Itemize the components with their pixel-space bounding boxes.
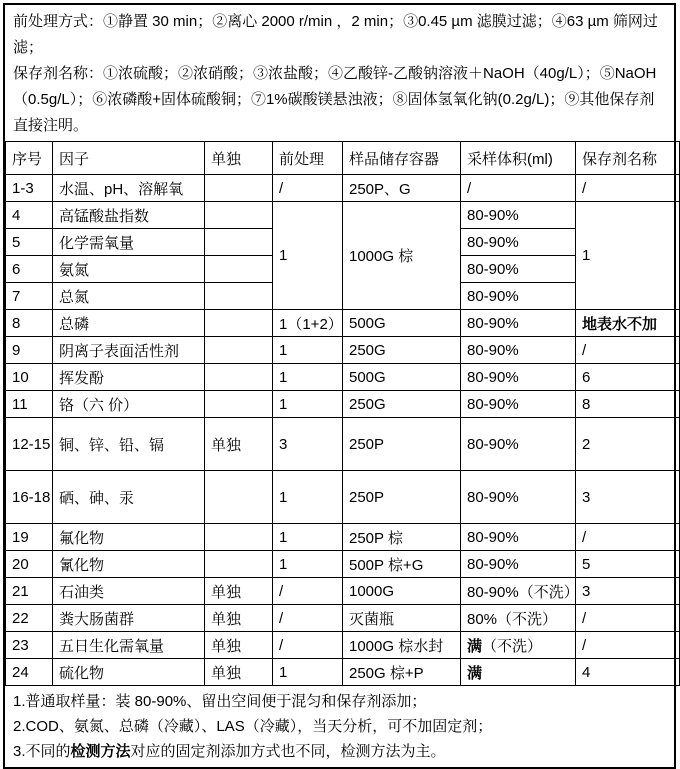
cell-pretreatment: / [273, 632, 343, 659]
cell-no: 24 [6, 659, 53, 686]
cell-separate: 单独 [205, 418, 273, 471]
cell-pretreatment: 1 [273, 659, 343, 686]
cell-factor: 铬（六 价） [53, 391, 205, 418]
cell-preservative: 4 [576, 659, 680, 686]
cell-no: 9 [6, 337, 53, 364]
cell-no: 19 [6, 524, 53, 551]
cell-preservative: 6 [576, 364, 680, 391]
cell-no: 7 [6, 283, 53, 310]
pretreatment-methods-text: 前处理方式：①静置 30 min；②离心 2000 r/min ，2 min；③0.45 µm 滤膜过滤；④63 µm 筛网过滤； [13, 13, 658, 56]
cell-container: 1000G 棕水封 [343, 632, 461, 659]
cell-volume: 80-90%（不洗） [461, 578, 576, 605]
cell-text-bold: 满 [467, 664, 483, 682]
table-row [6, 632, 680, 659]
table-row [6, 524, 680, 551]
table-row [6, 578, 680, 605]
cell-preservative: 3 [576, 578, 680, 605]
column-header-container: 样品储存容器 [343, 142, 461, 175]
cell-container: 500G [343, 310, 461, 337]
cell-separate: 单独 [205, 605, 273, 632]
cell-volume: / [461, 175, 576, 202]
cell-container: 250G [343, 337, 461, 364]
cell-text: （不洗） [482, 637, 543, 655]
table-row [6, 310, 680, 337]
cell-separate [205, 202, 273, 229]
cell-preservative: 3 [576, 471, 680, 524]
cell-preservative: 8 [576, 391, 680, 418]
cell-separate [205, 175, 273, 202]
cell-pretreatment: 1 [273, 471, 343, 524]
cell-no: 16-18 [6, 471, 53, 524]
cell-no: 1-3 [6, 175, 53, 202]
cell-pretreatment: 1（1+2） [273, 310, 343, 337]
cell-separate [205, 310, 273, 337]
cell-separate [205, 551, 273, 578]
cell-factor: 总磷 [53, 310, 205, 337]
cell-no: 4 [6, 202, 53, 229]
cell-container: 250G 棕+P [343, 659, 461, 686]
cell-factor: 总氮 [53, 283, 205, 310]
cell-factor: 氨氮 [53, 256, 205, 283]
cell-pretreatment: / [273, 578, 343, 605]
cell-volume: 80-90% [461, 310, 576, 337]
table-row [6, 364, 680, 391]
cell-pretreatment: 3 [273, 418, 343, 471]
cell-volume: 80-90% [461, 551, 576, 578]
cell-separate [205, 391, 273, 418]
cell-preservative: / [576, 605, 680, 632]
cell-pretreatment: 1 [273, 337, 343, 364]
note-3-suffix: 对应的固定剂添加方式也不同，检测方法为主。 [130, 743, 446, 760]
cell-preservative: 5 [576, 551, 680, 578]
table-row [6, 175, 680, 202]
cell-volume: 80-90% [461, 391, 576, 418]
cell-factor: 高锰酸盐指数 [53, 202, 205, 229]
cell-volume: 80-90% [461, 283, 576, 310]
column-header-no: 序号 [6, 142, 53, 175]
cell-volume: 80-90% [461, 471, 576, 524]
note-3-prefix: 3.不同的 [13, 743, 71, 760]
note-1: 1.普通取样量：装 80-90%、留出空间便于混匀和保存剂添加； [13, 693, 427, 710]
cell-factor: 氰化物 [53, 551, 205, 578]
cell-container: 250P、G [343, 175, 461, 202]
cell-factor: 五日生化需氧量 [53, 632, 205, 659]
table-row [6, 391, 680, 418]
cell-no: 20 [6, 551, 53, 578]
column-header-volume: 采样体积(ml) [461, 142, 576, 175]
cell-preservative: / [576, 175, 680, 202]
cell-factor: 粪大肠菌群 [53, 605, 205, 632]
cell-no: 22 [6, 605, 53, 632]
cell-volume: 80-90% [461, 364, 576, 391]
cell-volume: 80-90% [461, 524, 576, 551]
cell-pretreatment: / [273, 605, 343, 632]
table-row [6, 337, 680, 364]
table-row [6, 202, 680, 229]
footer-notes [5, 686, 674, 767]
cell-no: 10 [6, 364, 53, 391]
cell-pretreatment-merged: 1 [273, 202, 343, 310]
document-sheet [3, 3, 676, 769]
cell-pretreatment: 1 [273, 364, 343, 391]
table-row [6, 659, 680, 686]
cell-container: 250G [343, 391, 461, 418]
column-header-preservative: 保存剂名称 [576, 142, 680, 175]
cell-preservative-merged: 1 [576, 202, 680, 310]
cell-factor: 铜、锌、铅、镉 [53, 418, 205, 471]
cell-no: 6 [6, 256, 53, 283]
cell-separate [205, 337, 273, 364]
table-row [6, 418, 680, 471]
cell-separate [205, 256, 273, 283]
cell-no: 11 [6, 391, 53, 418]
table-row [6, 551, 680, 578]
cell-factor: 挥发酚 [53, 364, 205, 391]
cell-separate [205, 471, 273, 524]
cell-volume: 80-90% [461, 229, 576, 256]
cell-pretreatment: 1 [273, 551, 343, 578]
cell-volume: 80-90% [461, 418, 576, 471]
cell-separate: 单独 [205, 578, 273, 605]
table-row [6, 471, 680, 524]
column-header-separate: 单独 [205, 142, 273, 175]
cell-container: 500G [343, 364, 461, 391]
cell-container-merged: 1000G 棕 [343, 202, 461, 310]
cell-container: 250P 棕 [343, 524, 461, 551]
cell-factor: 硒、砷、汞 [53, 471, 205, 524]
cell-no: 21 [6, 578, 53, 605]
cell-no: 8 [6, 310, 53, 337]
cell-separate: 单独 [205, 632, 273, 659]
cell-preservative: / [576, 337, 680, 364]
cell-factor: 硫化物 [53, 659, 205, 686]
cell-pretreatment: 1 [273, 391, 343, 418]
preservative-names-text: 保存剂名称：①浓硫酸；②浓硝酸；③浓盐酸；④乙酸锌-乙酸钠溶液＋NaOH（40g/L）；⑤NaOH（0.5g/L）；⑥浓磷酸+固体硫酸铜；⑦1%碳酸镁悬浊液；⑧固体氢氧化钠(0.2g/L)；⑨其他保存剂直接注明。 [13, 65, 657, 134]
cell-factor: 阴离子表面活性剂 [53, 337, 205, 364]
cell-preservative: 2 [576, 418, 680, 471]
cell-no: 23 [6, 632, 53, 659]
cell-container: 250P [343, 418, 461, 471]
cell-separate [205, 524, 273, 551]
cell-factor: 氟化物 [53, 524, 205, 551]
cell-text-bold: 地表水不加 [582, 315, 658, 333]
cell-factor: 石油类 [53, 578, 205, 605]
note-3-bold: 检测方法 [70, 743, 131, 760]
cell-factor: 化学需氧量 [53, 229, 205, 256]
cell-volume: 80%（不洗） [461, 605, 576, 632]
table-row [6, 605, 680, 632]
cell-preservative: / [576, 524, 680, 551]
cell-no: 5 [6, 229, 53, 256]
cell-pretreatment: 1 [273, 524, 343, 551]
intro-block [5, 5, 674, 141]
cell-factor: 水温、pH、溶解氧 [53, 175, 205, 202]
sample-preservation-table [5, 141, 680, 686]
cell-preservative [576, 310, 680, 337]
cell-pretreatment: / [273, 175, 343, 202]
cell-separate: 单独 [205, 659, 273, 686]
cell-volume: 80-90% [461, 256, 576, 283]
cell-separate [205, 364, 273, 391]
cell-container: 1000G [343, 578, 461, 605]
cell-separate [205, 283, 273, 310]
cell-preservative: / [576, 632, 680, 659]
cell-volume [461, 632, 576, 659]
cell-container: 500P 棕+G [343, 551, 461, 578]
note-2: 2.COD、氨氮、总磷（冷藏）、LAS（冷藏），当天分析，可不加固定剂； [13, 718, 493, 735]
column-header-factor: 因子 [53, 142, 205, 175]
header-row [6, 142, 680, 175]
cell-volume: 80-90% [461, 202, 576, 229]
cell-no: 12-15 [6, 418, 53, 471]
column-header-pretreatment: 前处理 [273, 142, 343, 175]
cell-container: 灭菌瓶 [343, 605, 461, 632]
cell-text-bold: 满 [467, 637, 483, 655]
cell-volume: 80-90% [461, 337, 576, 364]
note-3 [13, 739, 666, 764]
cell-container: 250P [343, 471, 461, 524]
cell-separate [205, 229, 273, 256]
cell-volume [461, 659, 576, 686]
